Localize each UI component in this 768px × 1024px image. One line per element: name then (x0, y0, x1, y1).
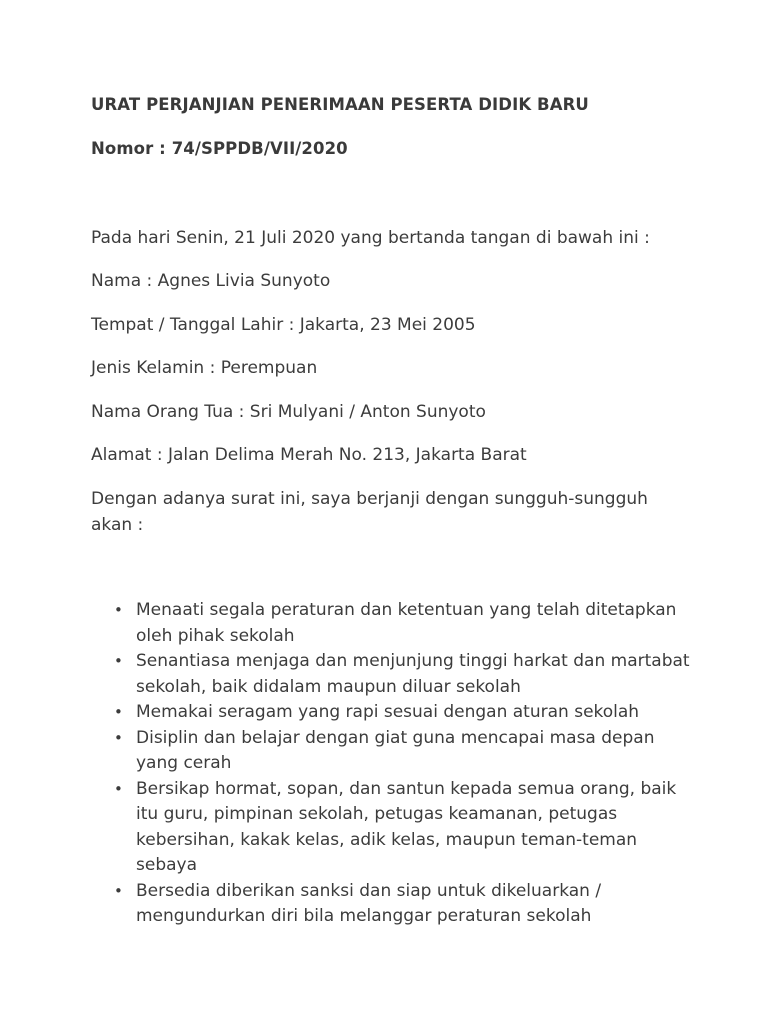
bullet-icon: • (114, 728, 123, 747)
promise-text: Senantiasa menjaga dan menjunjung tinggi harkat dan martabat sekolah, baik didalam maupun diluar sekolah (136, 651, 690, 697)
field-birth: Tempat / Tanggal Lahir : Jakarta, 23 Mei 2005 (91, 315, 476, 335)
promise-text: Memakai seragam yang rapi sesuai dengan aturan sekolah (136, 702, 640, 722)
list-item (114, 726, 696, 777)
promise-text: Bersedia diberikan sanksi dan siap untuk dikeluarkan / mengundurkan diri bila melanggar peraturan sekolah (136, 880, 602, 926)
document-number: Nomor : 74/SPPDB/VII/2020 (91, 139, 348, 158)
list-item (114, 879, 696, 930)
field-name: Nama : Agnes Livia Sunyoto (91, 271, 331, 291)
promise-text: Menaati segala peraturan dan ketentuan yang telah ditetapkan oleh pihak sekolah (136, 600, 677, 646)
bullet-icon: • (114, 703, 123, 721)
bullet-icon: • (114, 881, 123, 900)
promise-text: Bersikap hormat, sopan, dan santun kepada semua orang, baik itu guru, pimpinan sekolah, petugas keamanan, petugas kebersihan, kakak kelas, adik kelas, maupun teman-teman sebaya (136, 778, 677, 875)
bullet-icon: • (114, 652, 123, 670)
intro-text: Pada hari Senin, 21 Juli 2020 yang bertanda tangan di bawah ini : (91, 228, 650, 248)
promise-list (114, 598, 696, 930)
list-item (114, 700, 696, 726)
field-parents: Nama Orang Tua : Sri Mulyani / Anton Sunyoto (91, 402, 486, 422)
statement-text: Dengan adanya surat ini, saya berjanji dengan sungguh-sungguh akan : (91, 489, 648, 535)
document-title: URAT PERJANJIAN PENERIMAAN PESERTA DIDIK BARU (91, 95, 589, 114)
list-item (114, 777, 696, 879)
list-item (114, 649, 696, 700)
field-address: Alamat : Jalan Delima Merah No. 213, Jakarta Barat (91, 445, 527, 465)
bullet-icon: • (114, 779, 123, 798)
list-item (114, 598, 696, 649)
field-gender: Jenis Kelamin : Perempuan (91, 358, 318, 378)
bullet-icon: • (114, 601, 123, 619)
promise-text: Disiplin dan belajar dengan giat guna mencapai masa depan yang cerah (136, 727, 655, 773)
